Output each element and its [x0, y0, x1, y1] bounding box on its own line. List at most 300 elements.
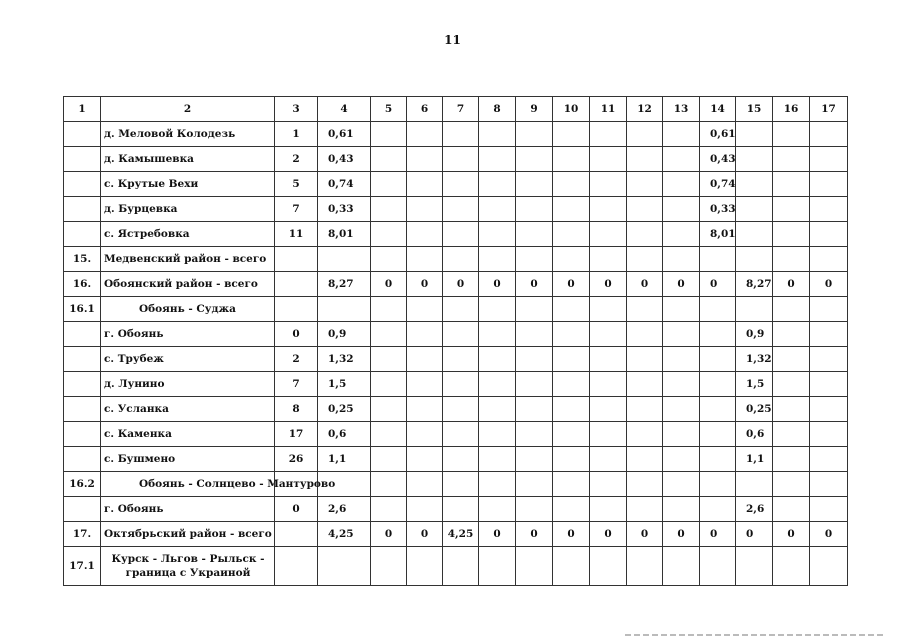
scan-artifact — [625, 634, 885, 636]
table-cell — [663, 197, 700, 222]
table-cell — [627, 347, 663, 372]
table-cell — [516, 322, 553, 347]
table-cell — [810, 472, 848, 497]
table-cell: 8,27 — [736, 272, 773, 297]
row-name-cell: Обоянский район - всего — [101, 272, 275, 297]
table-cell — [318, 547, 371, 586]
table-row — [64, 547, 848, 586]
table-cell — [773, 297, 810, 322]
table-cell — [810, 222, 848, 247]
column-header: 6 — [407, 97, 443, 122]
table-cell — [318, 247, 371, 272]
header-row — [64, 97, 848, 122]
table-cell: 0,61 — [700, 122, 736, 147]
table-cell: 0 — [590, 272, 627, 297]
table-cell — [371, 547, 407, 586]
table-cell — [443, 222, 479, 247]
table-cell: 0 — [275, 322, 318, 347]
row-name-cell: д. Лунино — [101, 372, 275, 397]
table-cell — [516, 397, 553, 422]
table-cell — [590, 147, 627, 172]
table-cell — [736, 197, 773, 222]
table-cell — [443, 172, 479, 197]
table-cell — [810, 322, 848, 347]
table-cell — [810, 297, 848, 322]
table-cell — [700, 247, 736, 272]
table-cell — [275, 297, 318, 322]
table-cell — [553, 122, 590, 147]
table-cell — [773, 497, 810, 522]
table-cell — [371, 497, 407, 522]
table-cell — [407, 172, 443, 197]
table-cell — [64, 222, 101, 247]
column-header: 2 — [101, 97, 275, 122]
table-cell — [590, 172, 627, 197]
row-name-cell: д. Меловой Колодезь — [101, 122, 275, 147]
table-cell: 0 — [371, 522, 407, 547]
table-cell — [553, 447, 590, 472]
table-cell — [516, 247, 553, 272]
table-cell — [516, 372, 553, 397]
table-cell: 0 — [627, 272, 663, 297]
table-cell — [275, 247, 318, 272]
table-cell — [479, 122, 516, 147]
table-cell — [663, 347, 700, 372]
table-cell — [371, 322, 407, 347]
table-cell — [590, 472, 627, 497]
row-name-cell: Обоянь - Суджа — [101, 297, 275, 322]
row-name-cell: с. Усланка — [101, 397, 275, 422]
table-row — [64, 372, 848, 397]
table-cell — [371, 197, 407, 222]
table-cell — [736, 472, 773, 497]
column-header: 5 — [371, 97, 407, 122]
table-cell — [516, 172, 553, 197]
table-cell: 1,32 — [318, 347, 371, 372]
table-row — [64, 347, 848, 372]
table-cell — [479, 372, 516, 397]
table-cell: 0 — [479, 272, 516, 297]
table-cell: 16. — [64, 272, 101, 297]
table-cell: 8,01 — [700, 222, 736, 247]
table-cell — [627, 422, 663, 447]
table-cell — [275, 272, 318, 297]
table-cell: 8 — [275, 397, 318, 422]
table-cell — [663, 472, 700, 497]
table-cell: 0 — [407, 272, 443, 297]
table-cell — [590, 322, 627, 347]
table-cell — [479, 147, 516, 172]
table-cell — [700, 547, 736, 586]
table-cell — [443, 497, 479, 522]
table-cell — [516, 547, 553, 586]
table-cell — [407, 447, 443, 472]
row-name-cell: г. Обоянь — [101, 497, 275, 522]
row-name-cell: г. Обоянь — [101, 322, 275, 347]
table-cell — [553, 547, 590, 586]
table-cell: 0 — [627, 522, 663, 547]
table-row — [64, 172, 848, 197]
table-cell: 0 — [407, 522, 443, 547]
table-cell — [479, 297, 516, 322]
table-cell — [553, 397, 590, 422]
table-cell — [407, 547, 443, 586]
table-cell — [810, 122, 848, 147]
table-cell — [479, 197, 516, 222]
table-cell — [700, 497, 736, 522]
table-cell: 0,74 — [700, 172, 736, 197]
table-row — [64, 247, 848, 272]
table-cell — [553, 147, 590, 172]
table-cell: 0 — [663, 522, 700, 547]
table-cell — [371, 447, 407, 472]
table-cell — [407, 197, 443, 222]
row-name-cell: с. Трубеж — [101, 347, 275, 372]
table-cell — [700, 322, 736, 347]
column-header: 10 — [553, 97, 590, 122]
table-cell: 17 — [275, 422, 318, 447]
table-cell — [64, 122, 101, 147]
table-cell: 5 — [275, 172, 318, 197]
table-row — [64, 197, 848, 222]
table-row — [64, 522, 848, 547]
table-cell — [663, 322, 700, 347]
table-cell: 4,25 — [443, 522, 479, 547]
table-cell — [663, 247, 700, 272]
column-header: 4 — [318, 97, 371, 122]
column-header: 17 — [810, 97, 848, 122]
table-cell — [553, 347, 590, 372]
table-cell: 26 — [275, 447, 318, 472]
table-cell — [516, 347, 553, 372]
table-row — [64, 472, 848, 497]
row-name-cell: Медвенский район - всего — [101, 247, 275, 272]
table-cell — [663, 547, 700, 586]
table-cell: 11 — [275, 222, 318, 247]
table-cell — [553, 322, 590, 347]
table-cell — [627, 322, 663, 347]
column-header: 8 — [479, 97, 516, 122]
table-cell — [627, 472, 663, 497]
table-cell — [371, 297, 407, 322]
table-cell: 0,33 — [700, 197, 736, 222]
column-header: 16 — [773, 97, 810, 122]
table-cell — [443, 447, 479, 472]
table-cell — [773, 347, 810, 372]
table-cell — [371, 122, 407, 147]
table-cell — [443, 422, 479, 447]
row-name-cell: д. Бурцевка — [101, 197, 275, 222]
table-cell — [443, 472, 479, 497]
table-cell — [627, 222, 663, 247]
table-cell — [479, 347, 516, 372]
table-row — [64, 297, 848, 322]
table-cell — [590, 547, 627, 586]
column-header: 15 — [736, 97, 773, 122]
table-cell — [479, 472, 516, 497]
table-cell: 8,01 — [318, 222, 371, 247]
table-cell — [516, 472, 553, 497]
table-cell: 0,9 — [736, 322, 773, 347]
table-cell — [64, 347, 101, 372]
table-cell — [736, 547, 773, 586]
table-cell — [64, 397, 101, 422]
table-cell — [590, 122, 627, 147]
table-cell — [773, 322, 810, 347]
table-cell: 0,43 — [318, 147, 371, 172]
table-cell: 0,6 — [318, 422, 371, 447]
table-cell: 1,32 — [736, 347, 773, 372]
table-cell: 1,5 — [318, 372, 371, 397]
table-cell — [407, 497, 443, 522]
table-cell — [516, 122, 553, 147]
row-name-cell: Обоянь - Солнцево - Мантурово — [101, 472, 275, 497]
table-cell — [627, 397, 663, 422]
table-cell — [553, 197, 590, 222]
table-cell: 0 — [275, 497, 318, 522]
table-cell: 0,74 — [318, 172, 371, 197]
row-name-cell: с. Ястребовка — [101, 222, 275, 247]
table-cell: 0 — [700, 272, 736, 297]
table-cell: 0,33 — [318, 197, 371, 222]
table-cell: 0 — [810, 522, 848, 547]
table-cell — [371, 397, 407, 422]
table-cell: 0,43 — [700, 147, 736, 172]
table-cell — [736, 147, 773, 172]
table-cell — [627, 297, 663, 322]
table-cell: 0 — [553, 522, 590, 547]
table-cell: 0,25 — [318, 397, 371, 422]
table-cell — [443, 347, 479, 372]
table-cell — [810, 147, 848, 172]
table-row — [64, 222, 848, 247]
table-cell — [479, 322, 516, 347]
table-cell — [663, 397, 700, 422]
table-row — [64, 497, 848, 522]
table-cell — [479, 247, 516, 272]
table-cell: 1 — [275, 122, 318, 147]
column-header: 13 — [663, 97, 700, 122]
table-cell — [443, 322, 479, 347]
table-cell — [736, 297, 773, 322]
table-cell — [773, 172, 810, 197]
table-row — [64, 322, 848, 347]
column-header: 1 — [64, 97, 101, 122]
row-name-cell: д. Камышевка — [101, 147, 275, 172]
table-cell — [443, 397, 479, 422]
page-number: 11 — [444, 33, 461, 47]
table-cell — [663, 147, 700, 172]
table-cell: 7 — [275, 372, 318, 397]
row-name-cell: Курск - Льгов - Рыльск - граница с Украиной — [101, 547, 275, 586]
table-row — [64, 447, 848, 472]
column-header: 7 — [443, 97, 479, 122]
table-cell: 0 — [736, 522, 773, 547]
table-cell — [810, 447, 848, 472]
table-cell: 2 — [275, 147, 318, 172]
table-cell — [516, 422, 553, 447]
table-cell — [627, 247, 663, 272]
table-cell — [700, 422, 736, 447]
table-cell — [64, 147, 101, 172]
table-cell — [64, 197, 101, 222]
table-cell — [773, 422, 810, 447]
table-cell — [553, 222, 590, 247]
table-cell: 1,5 — [736, 372, 773, 397]
table-cell — [590, 422, 627, 447]
table-cell — [371, 347, 407, 372]
table-cell — [810, 397, 848, 422]
row-name-cell: с. Каменка — [101, 422, 275, 447]
table-cell — [590, 447, 627, 472]
table-cell — [516, 297, 553, 322]
table-cell — [627, 447, 663, 472]
data-table — [63, 96, 848, 586]
table-cell — [700, 397, 736, 422]
table-cell — [663, 172, 700, 197]
table-cell — [64, 447, 101, 472]
table-cell: 0,9 — [318, 322, 371, 347]
table-cell — [407, 397, 443, 422]
table-cell: 17.1 — [64, 547, 101, 586]
table-cell — [627, 147, 663, 172]
table-cell — [407, 247, 443, 272]
table-cell: 2,6 — [318, 497, 371, 522]
table-cell: 0 — [479, 522, 516, 547]
column-header: 9 — [516, 97, 553, 122]
table-cell — [736, 122, 773, 147]
table-cell — [773, 197, 810, 222]
table-cell — [810, 497, 848, 522]
column-header: 11 — [590, 97, 627, 122]
table-cell — [773, 147, 810, 172]
table-cell — [553, 372, 590, 397]
table-cell — [590, 347, 627, 372]
table-cell: 4,25 — [318, 522, 371, 547]
table-cell — [773, 372, 810, 397]
table-cell: 0 — [371, 272, 407, 297]
table-cell — [627, 197, 663, 222]
table-cell — [663, 297, 700, 322]
table-cell — [318, 297, 371, 322]
table-cell — [627, 372, 663, 397]
table-cell — [371, 222, 407, 247]
table-cell: 0 — [443, 272, 479, 297]
table-cell — [443, 122, 479, 147]
table-cell: 0 — [553, 272, 590, 297]
table-cell: 0 — [773, 522, 810, 547]
table-cell — [773, 222, 810, 247]
table-cell — [443, 547, 479, 586]
table-cell: 0 — [700, 522, 736, 547]
table-cell — [553, 472, 590, 497]
table-cell: 1,1 — [736, 447, 773, 472]
row-name-cell: с. Крутые Вехи — [101, 172, 275, 197]
table-cell: 0,25 — [736, 397, 773, 422]
table-cell — [590, 497, 627, 522]
table-cell — [810, 172, 848, 197]
table-cell — [736, 172, 773, 197]
table-cell — [479, 547, 516, 586]
table-cell — [700, 472, 736, 497]
table-cell — [663, 122, 700, 147]
table-row — [64, 122, 848, 147]
table-cell — [627, 497, 663, 522]
table-row — [64, 147, 848, 172]
table-cell — [627, 172, 663, 197]
table-cell — [371, 247, 407, 272]
table-cell — [590, 397, 627, 422]
table-cell — [773, 122, 810, 147]
column-header: 3 — [275, 97, 318, 122]
table-cell — [443, 372, 479, 397]
table-cell — [443, 297, 479, 322]
table-cell — [810, 197, 848, 222]
table-cell — [700, 297, 736, 322]
table-cell — [371, 372, 407, 397]
table-cell — [553, 247, 590, 272]
table-cell: 2,6 — [736, 497, 773, 522]
row-name-cell: Октябрьский район - всего — [101, 522, 275, 547]
table-cell — [590, 297, 627, 322]
table-cell — [773, 397, 810, 422]
table-cell: 0,61 — [318, 122, 371, 147]
table-cell: 16.2 — [64, 472, 101, 497]
table-cell — [275, 522, 318, 547]
table-cell — [64, 422, 101, 447]
table-cell: 1,1 — [318, 447, 371, 472]
table-cell: 0,6 — [736, 422, 773, 447]
table-cell — [407, 372, 443, 397]
table-cell — [443, 197, 479, 222]
table-cell — [663, 422, 700, 447]
table-cell — [407, 122, 443, 147]
table-cell — [810, 547, 848, 586]
row-name-cell: с. Бушмено — [101, 447, 275, 472]
table-cell — [553, 497, 590, 522]
table-cell — [700, 372, 736, 397]
table-cell — [553, 422, 590, 447]
table-cell — [64, 372, 101, 397]
table-cell — [736, 247, 773, 272]
table-cell — [407, 222, 443, 247]
table-cell: 0 — [663, 272, 700, 297]
table-cell: 0 — [773, 272, 810, 297]
table-cell: 0 — [516, 272, 553, 297]
table-cell — [553, 172, 590, 197]
table-cell — [516, 497, 553, 522]
table-cell — [810, 247, 848, 272]
table-cell: 8,27 — [318, 272, 371, 297]
table-cell — [516, 147, 553, 172]
table-cell: 2 — [275, 347, 318, 372]
table-cell — [590, 247, 627, 272]
table-cell — [371, 172, 407, 197]
table-cell — [810, 347, 848, 372]
table-cell — [663, 222, 700, 247]
table-cell — [700, 447, 736, 472]
table-cell: 0 — [590, 522, 627, 547]
table-cell: 0 — [810, 272, 848, 297]
table-cell — [773, 547, 810, 586]
table-cell — [810, 422, 848, 447]
table-cell — [810, 372, 848, 397]
table-cell — [407, 347, 443, 372]
table-cell — [553, 297, 590, 322]
table-cell — [371, 147, 407, 172]
table-cell — [479, 447, 516, 472]
table-cell — [663, 497, 700, 522]
